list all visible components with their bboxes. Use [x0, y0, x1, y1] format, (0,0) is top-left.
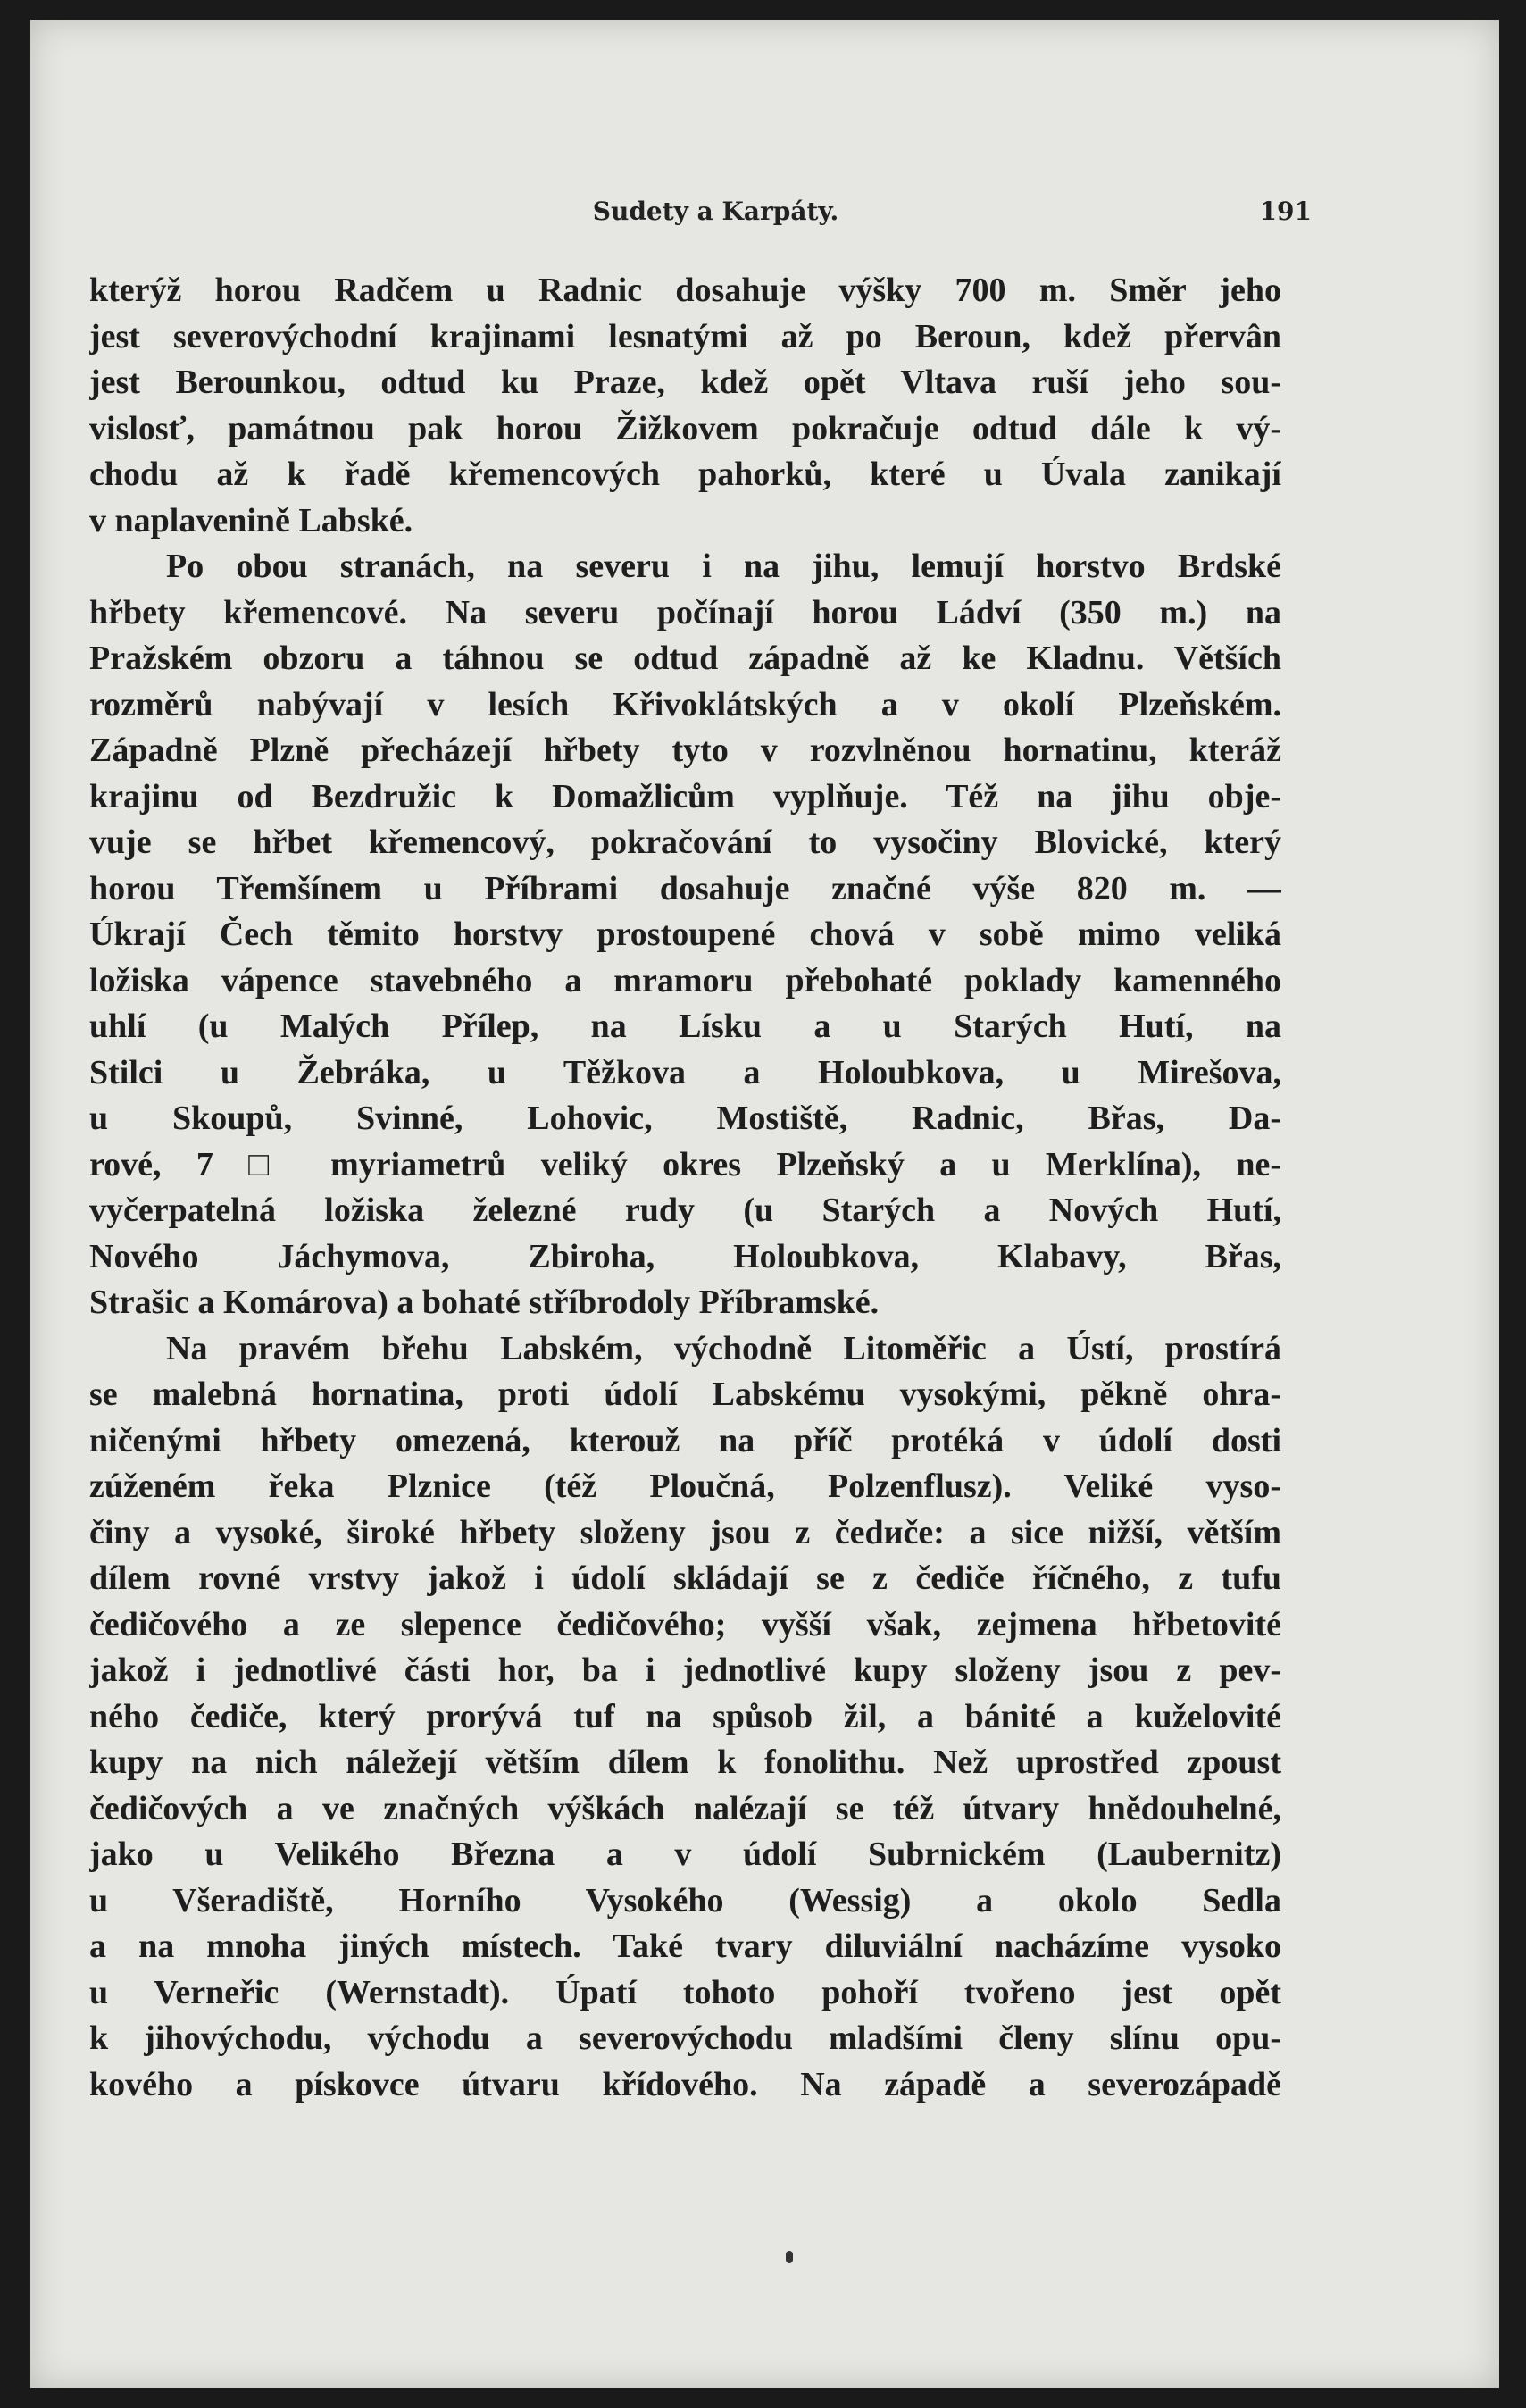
- text-line: ložiska vápence stavebného a mramoru přebohaté poklady kamenného: [89, 961, 1281, 999]
- text-line: uhlí (u Malých Přílep, na Lísku a u Starých Hutí, na: [89, 1008, 1281, 1045]
- text-line: u Verneřic (Wernstadt). Úpatí tohoto pohoří tvořeno jest opět: [89, 1973, 1281, 2011]
- text-line: Na pravém břehu Labském, východně Litoměřic a Ústí, prostírá: [166, 1329, 1281, 1367]
- text-line: vyčerpatelná ložiska železné rudy (u Starých a Nových Hutí,: [89, 1191, 1281, 1229]
- text-line: ného čediče, který prorývá tuf na spůsob žil, a bánité a kuželovité: [89, 1697, 1281, 1735]
- text-line: u Všeradiště, Horního Vysokého (Wessig) a okolo Sedla: [89, 1881, 1281, 1919]
- text-line: Nového Jáchymova, Zbiroha, Holoubkova, Klabavy, Břas,: [89, 1237, 1281, 1275]
- text-line: horou Třemšínem u Příbrami dosahuje značné výše 820 m. —: [89, 869, 1281, 907]
- text-line: chodu až k řadě křemencových pahorků, které u Úvala zanikají: [89, 456, 1281, 493]
- text-line: čedičových a ve značných výškách nalézají se též útvary hnědouhelné,: [89, 1789, 1281, 1827]
- text-line: Strašic a Komárova) a bohaté stříbrodoly Příbramské.: [89, 1283, 880, 1321]
- text-line: Úkrají Čech těmito horstvy prostoupené chová v sobě mimo veliká: [89, 916, 1281, 953]
- text-line: k jihovýchodu, východu a severovýchodu mladšími členy slínu opu-: [89, 2019, 1281, 2057]
- text-line: jest severovýchodní krajinami lesnatými až po Beroun, kdež přervân: [89, 317, 1281, 355]
- text-line: Pražském obzoru a táhnou se odtud západně až ke Kladnu. Větších: [89, 640, 1281, 677]
- text-line: Západně Plzně přecházejí hřbety tyto v rozvlněnou hornatinu, kteráž: [89, 732, 1281, 769]
- ink-speck: [786, 2251, 793, 2263]
- text-line: činy a vysoké, široké hřbety složeny jsou z čedиče: a sice nižší, větším: [89, 1513, 1281, 1551]
- text-line: a na mnoha jiných místech. Také tvary diluviální nacházíme vysoko: [89, 1927, 1281, 1965]
- running-title: Sudety a Karpáty.: [592, 196, 839, 226]
- text-line: jako u Velikého Března a v údolí Subrnickém (Laubernitz): [89, 1835, 1281, 1873]
- text-line: hřbety křemencové. Na severu počínají horou Ládví (350 m.) na: [89, 593, 1281, 631]
- text-line: zúženém řeka Plznice (též Ploučná, Polzenflusz). Veliké vyso-: [89, 1467, 1281, 1505]
- text-line: v naplavenině Labské.: [89, 501, 413, 539]
- text-line: Po obou stranách, na severu i na jihu, lemují horstvo Brdské: [166, 548, 1281, 585]
- page-number: 191: [1259, 196, 1312, 226]
- text-line: ničenými hřbety omezená, kterouž na příč protéká v údolí dosti: [89, 1421, 1281, 1459]
- text-line: vuje se hřbet křemencový, pokračování to vysočiny Blovické, který: [89, 824, 1281, 861]
- text-line: kterýž horou Radčem u Radnic dosahuje výšky 700 m. Směr jeho: [89, 272, 1281, 309]
- text-line: u Skoupů, Svinné, Lohovic, Mostiště, Radnic, Břas, Da-: [89, 1099, 1281, 1137]
- text-line: čedičového a ze slepence čedičového; vyšší však, zejmena hřbetovité: [89, 1605, 1281, 1643]
- text-line: krajinu od Bezdružic k Domažlicům vyplňuje. Též na jihu obje-: [89, 777, 1281, 815]
- text-line: Stilci u Žebráka, u Těžkova a Holoubkova, u Mirešova,: [89, 1053, 1281, 1091]
- text-line: rozměrů nabývají v lesích Křivoklátských a v okolí Plzeňském.: [89, 685, 1281, 723]
- body-text: [89, 268, 1281, 2108]
- text-line: vislosť, památnou pak horou Žižkovem pokračuje odtud dále k vý-: [89, 409, 1281, 447]
- text-line: dílem rovné vrstvy jakož i údolí skládají se z čediče říčného, z tufu: [89, 1559, 1281, 1597]
- text-line: se malebná hornatina, proti údolí Labskému vysokými, pěkně ohra-: [89, 1375, 1281, 1413]
- text-line: jakož i jednotlivé části hor, ba i jednotlivé kupy složeny jsou z pev-: [89, 1651, 1281, 1689]
- page-header: [120, 196, 1312, 241]
- text-line: jest Berounkou, odtud ku Praze, kdež opět Vltava ruší jeho sou-: [89, 364, 1281, 401]
- text-line: kového a pískovce útvaru křídového. Na západě a severozápadě: [89, 2065, 1281, 2103]
- text-line: kupy na nich náležejí větším dílem k fonolithu. Než uprostřed zpoust: [89, 1743, 1281, 1781]
- text-line: rové, 7 □ myriametrů veliký okres Plzeňský a u Merklína), ne-: [89, 1145, 1281, 1183]
